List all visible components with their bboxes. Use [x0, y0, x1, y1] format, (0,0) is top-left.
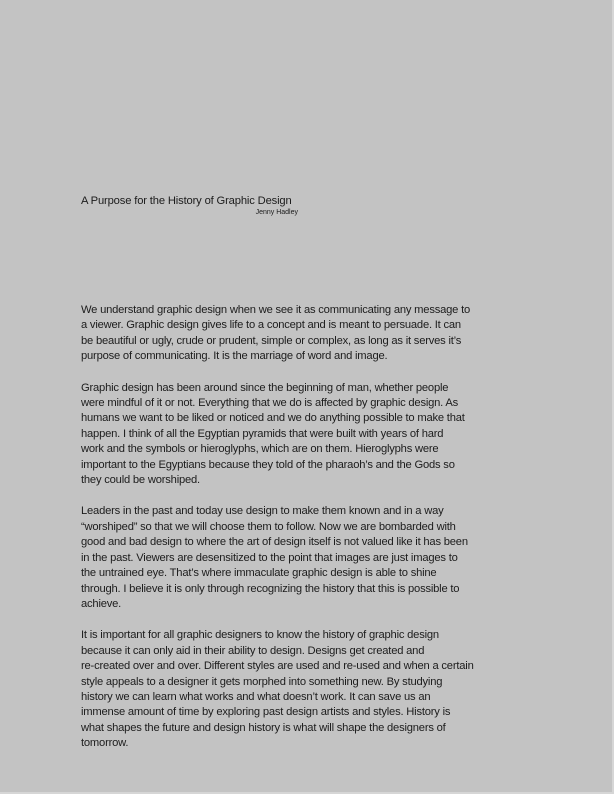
paragraph-2 — [81, 381, 521, 489]
text-line: in the past. Viewers are desensitized to the point that images are just images to — [81, 551, 458, 564]
text-line: through. I believe it is only through recognizing the history that this is possible to — [81, 582, 460, 595]
text-line: tomorrow. — [81, 737, 129, 750]
text-line: purpose of communicating. It is the marriage of word and image. — [81, 350, 388, 363]
text-line: a viewer. Graphic design gives life to a concept and is meant to persuade. It can — [81, 319, 461, 332]
text-line: they could be worshiped. — [81, 474, 200, 487]
text-line: be beautiful or ugly, crude or prudent, simple or complex, as long as it serves it’s — [81, 334, 462, 347]
document-author: Jenny Hadley — [255, 209, 298, 216]
text-line: style appeals to a designer it gets morphed into something new. By studying — [81, 675, 443, 688]
text-line: It is important for all graphic designers to know the history of graphic design — [81, 629, 439, 642]
paragraph-3 — [81, 504, 521, 612]
text-line: good and bad design to where the art of design itself is not valued like it has been — [81, 536, 468, 549]
text-line: achieve. — [81, 597, 122, 610]
text-line: Leaders in the past and today use design to make them known and in a way — [81, 505, 444, 518]
text-line: the untrained eye. That’s where immaculate graphic design is able to shine — [81, 567, 437, 580]
text-line: Graphic design has been around since the beginning of man, whether people — [81, 381, 449, 394]
text-line: what shapes the future and design history is what will shape the designers of — [81, 721, 446, 734]
paragraph-4 — [81, 628, 521, 751]
text-line: immense amount of time by exploring past design artists and styles. History is — [81, 706, 451, 719]
document-title: A Purpose for the History of Graphic Design — [81, 195, 292, 207]
text-line: because it can only aid in their ability to design. Designs get created and — [81, 644, 425, 657]
text-line: humans we want to be liked or noticed and we do anything possible to make that — [81, 412, 465, 425]
text-line: We understand graphic design when we see it as communicating any message to — [81, 304, 471, 316]
text-line: were mindful of it or not. Everything that we do is affected by graphic design. As — [81, 397, 459, 410]
text-line: history we can learn what works and what doesn’t work. It can save us an — [81, 690, 431, 703]
text-line: happen. I think of all the Egyptian pyramids that were built with years of hard — [81, 427, 444, 440]
document-body — [81, 303, 521, 768]
text-line: important to the Egyptians because they told of the pharaoh’s and the Gods so — [81, 458, 455, 471]
text-line: work and the symbols or hieroglyphs, which are on them. Hieroglyphs were — [81, 443, 439, 456]
paragraph-1 — [81, 303, 521, 365]
text-line: re-created over and over. Different styles are used and re-used and when a certain — [81, 660, 474, 673]
text-line: “worshiped” so that we will choose them to follow. Now we are bombarded with — [81, 520, 456, 533]
title-block — [81, 194, 301, 217]
